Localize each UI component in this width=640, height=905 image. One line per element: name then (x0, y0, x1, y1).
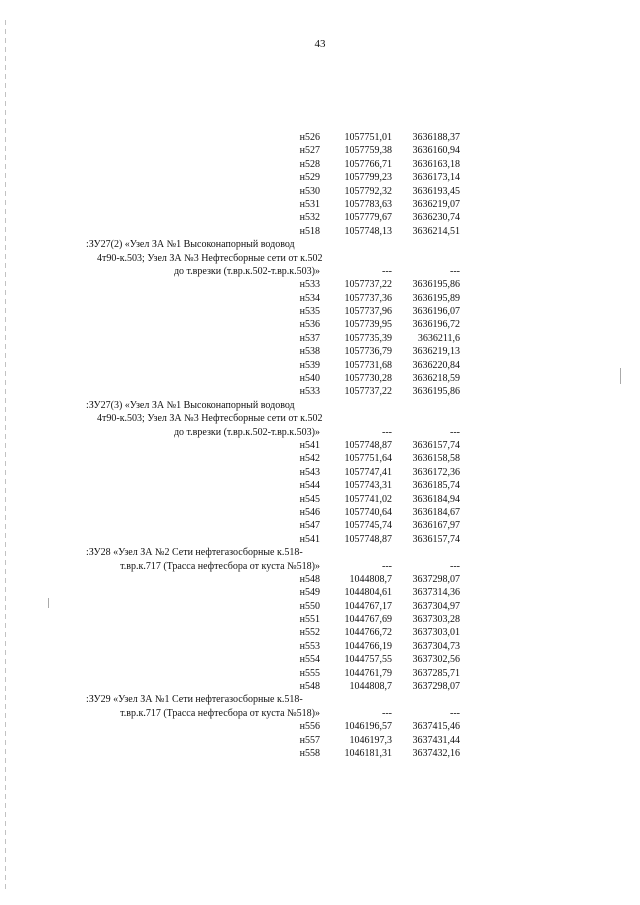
x-dash: --- (382, 426, 392, 438)
y-dash: --- (450, 707, 460, 719)
coordinate-row (40, 439, 460, 452)
coordinate-row (40, 533, 460, 546)
x-dash: --- (382, 707, 392, 719)
section-title-line: 4т90-к.503; Узел ЗА №3 Нефтесборные сети от к.502 (97, 252, 323, 264)
y-coordinate: 3636160,94 (412, 145, 460, 157)
point-id: н543 (299, 466, 320, 478)
point-id: н549 (299, 587, 320, 599)
point-id: н529 (299, 172, 320, 184)
y-coordinate: 3636196,72 (412, 319, 460, 331)
coordinate-row (40, 144, 460, 157)
x-coordinate: 1057741,02 (344, 493, 392, 505)
coordinate-row (40, 613, 460, 626)
x-coordinate: 1057736,79 (344, 346, 392, 358)
x-coordinate: 1046181,31 (344, 747, 392, 759)
y-coordinate: 3636195,89 (412, 292, 460, 304)
y-coordinate: 3636196,07 (412, 306, 460, 318)
y-coordinate: 3637432,16 (412, 747, 460, 759)
point-id: н528 (299, 158, 320, 170)
x-coordinate: 1057743,31 (344, 480, 392, 492)
section-title-line: :ЗУ27(2) «Узел ЗА №1 Высоконапорный водовод (86, 239, 295, 251)
y-coordinate: 3637303,28 (412, 614, 460, 626)
point-id: н526 (299, 132, 320, 143)
section-title-line: :ЗУ28 «Узел ЗА №2 Сети нефтегазосборные к.518- (86, 547, 303, 559)
x-coordinate: 1057731,68 (344, 359, 392, 371)
point-id: н544 (299, 480, 320, 492)
coordinate-row (40, 573, 460, 586)
section-title-text: т.вр.к.717 (Трасса нефтесбора от куста №518)» (120, 707, 320, 719)
section-title-line (40, 265, 460, 278)
coordinate-row (40, 466, 460, 479)
point-id: н536 (299, 319, 320, 331)
point-id: н548 (299, 681, 320, 693)
point-id: н558 (299, 747, 320, 759)
parcel-section (40, 399, 460, 546)
coordinate-row (40, 519, 460, 532)
point-id: н533 (299, 386, 320, 398)
y-coordinate: 3637285,71 (412, 667, 460, 679)
y-coordinate: 3636157,74 (412, 533, 460, 545)
coordinates-table (40, 131, 460, 760)
y-coordinate: 3636184,67 (412, 506, 460, 518)
x-coordinate: 1044767,69 (344, 614, 392, 626)
y-coordinate: 3636230,74 (412, 212, 460, 224)
y-coordinate: 3637298,07 (412, 573, 460, 585)
x-coordinate: 1057737,22 (344, 386, 392, 398)
x-coordinate: 1057747,41 (344, 466, 392, 478)
coordinate-row (40, 720, 460, 733)
x-coordinate: 1044766,72 (344, 627, 392, 639)
point-id: н542 (299, 453, 320, 465)
point-id: н545 (299, 493, 320, 505)
point-id: н518 (299, 225, 320, 237)
x-coordinate: 1057748,13 (344, 225, 392, 237)
point-id: н547 (299, 520, 320, 532)
coordinate-row (40, 680, 460, 693)
coordinate-row (40, 493, 460, 506)
y-dash: --- (450, 560, 460, 572)
coordinate-row (40, 385, 460, 398)
y-coordinate: 3636219,07 (412, 198, 460, 210)
y-coordinate: 3636214,51 (412, 225, 460, 237)
section-title-text: т.вр.к.717 (Трасса нефтесбора от куста №518)» (120, 560, 320, 572)
section-title-line: 4т90-к.503; Узел ЗА №3 Нефтесборные сети от к.502 (97, 413, 323, 425)
coordinate-row (40, 600, 460, 613)
x-dash: --- (382, 560, 392, 572)
y-coordinate: 3636163,18 (412, 158, 460, 170)
coordinate-row (40, 332, 460, 345)
point-id: н554 (299, 654, 320, 666)
point-id: н557 (299, 734, 320, 746)
coordinate-row (40, 667, 460, 680)
y-coordinate: 3637304,97 (412, 600, 460, 612)
x-coordinate: 1057748,87 (344, 439, 392, 451)
section-title-line (40, 426, 460, 439)
x-coordinate: 1057799,23 (344, 172, 392, 184)
y-coordinate: 3636195,86 (412, 279, 460, 291)
x-coordinate: 1057759,38 (344, 145, 392, 157)
coordinate-row (40, 171, 460, 184)
point-id: н546 (299, 506, 320, 518)
x-coordinate: 1057740,64 (344, 506, 392, 518)
coordinate-row (40, 653, 460, 666)
coordinate-row (40, 198, 460, 211)
section-title-line: :ЗУ27(3) «Узел ЗА №1 Высоконапорный водовод (86, 399, 295, 411)
x-coordinate: 1057730,28 (344, 373, 392, 385)
point-id: н541 (299, 439, 320, 451)
coordinate-row (40, 211, 460, 224)
y-coordinate: 3636172,36 (412, 466, 460, 478)
page-number: 43 (314, 38, 326, 50)
x-coordinate: 1057792,32 (344, 185, 392, 197)
y-coordinate: 3636188,37 (412, 132, 460, 143)
x-coordinate: 1044808,7 (349, 573, 392, 585)
coordinate-row (40, 345, 460, 358)
point-id: н539 (299, 359, 320, 371)
section-title-text: до т.врезки (т.вр.к.502-т.вр.к.503)» (173, 426, 320, 438)
point-id: н556 (299, 721, 320, 733)
y-coordinate: 3637304,73 (412, 640, 460, 652)
initial-rows (40, 131, 460, 238)
section-title-line: :ЗУ29 «Узел ЗА №1 Сети нефтегазосборные к.518- (86, 694, 303, 706)
coordinate-row (40, 479, 460, 492)
point-id: н527 (299, 145, 320, 157)
x-coordinate: 1044767,17 (344, 600, 392, 612)
point-id: н541 (299, 533, 320, 545)
y-coordinate: 3637314,36 (412, 587, 460, 599)
coordinate-row (40, 452, 460, 465)
coordinate-row (40, 372, 460, 385)
coordinate-row (40, 734, 460, 747)
x-coordinate: 1057737,22 (344, 279, 392, 291)
coordinate-row (40, 292, 460, 305)
x-coordinate: 1057737,96 (344, 306, 392, 318)
sections (40, 238, 460, 760)
x-coordinate: 1044808,7 (349, 681, 392, 693)
y-coordinate: 3636219,13 (412, 346, 460, 358)
x-coordinate: 1057766,71 (344, 158, 392, 170)
y-coordinate: 3636184,94 (412, 493, 460, 505)
y-coordinate: 3636173,14 (412, 172, 460, 184)
x-coordinate: 1044761,79 (344, 667, 392, 679)
point-id: н531 (299, 198, 320, 210)
coordinate-row (40, 626, 460, 639)
point-id: н538 (299, 346, 320, 358)
point-id: н548 (299, 573, 320, 585)
point-id: н537 (299, 332, 320, 344)
x-coordinate: 1046196,57 (344, 721, 392, 733)
coordinate-row (40, 640, 460, 653)
coordinate-row (40, 278, 460, 291)
x-coordinate: 1057751,64 (344, 453, 392, 465)
x-coordinate: 1057779,67 (344, 212, 392, 224)
x-coordinate: 1044804,61 (344, 587, 392, 599)
x-coordinate: 1057783,63 (344, 198, 392, 210)
x-coordinate: 1057737,36 (344, 292, 392, 304)
parcel-section (40, 238, 460, 399)
y-coordinate: 3637302,56 (412, 654, 460, 666)
coordinate-row (40, 359, 460, 372)
y-coordinate: 3636193,45 (412, 185, 460, 197)
y-coordinate: 3636167,97 (412, 520, 460, 532)
x-dash: --- (382, 265, 392, 277)
x-coordinate: 1057735,39 (344, 332, 392, 344)
parcel-section (40, 693, 460, 760)
point-id: н530 (299, 185, 320, 197)
coordinate-row (40, 305, 460, 318)
coordinate-row (40, 158, 460, 171)
point-id: н551 (299, 614, 320, 626)
y-coordinate: 3636158,58 (412, 453, 460, 465)
point-id: н550 (299, 600, 320, 612)
x-coordinate: 1057748,87 (344, 533, 392, 545)
y-coordinate: 3637415,46 (412, 721, 460, 733)
point-id: н553 (299, 640, 320, 652)
coordinate-row (40, 225, 460, 238)
point-id: н540 (299, 373, 320, 385)
parcel-section (40, 546, 460, 693)
coordinate-row (40, 747, 460, 760)
point-id: н535 (299, 306, 320, 318)
coordinate-row (40, 185, 460, 198)
y-coordinate: 3637431,44 (412, 734, 460, 746)
y-coordinate: 3636157,74 (412, 439, 460, 451)
coordinate-row (40, 506, 460, 519)
y-dash: --- (450, 265, 460, 277)
y-coordinate: 3636211,6 (417, 332, 460, 344)
coordinate-row (40, 131, 460, 144)
scan-edge-artifact (5, 20, 6, 890)
y-coordinate: 3636218,59 (412, 373, 460, 385)
y-coordinate: 3636185,74 (412, 480, 460, 492)
point-id: н532 (299, 212, 320, 224)
coordinate-row (40, 318, 460, 331)
point-id: н534 (299, 292, 320, 304)
scan-speck (620, 368, 621, 384)
y-coordinate: 3637298,07 (412, 681, 460, 693)
x-coordinate: 1046197,3 (349, 734, 392, 746)
y-dash: --- (450, 426, 460, 438)
section-title-line (40, 560, 460, 573)
section-title-line (40, 707, 460, 720)
coordinate-row (40, 586, 460, 599)
x-coordinate: 1057745,74 (344, 520, 392, 532)
y-coordinate: 3637303,01 (412, 627, 460, 639)
x-coordinate: 1057751,01 (344, 132, 392, 143)
point-id: н533 (299, 279, 320, 291)
x-coordinate: 1057739,95 (344, 319, 392, 331)
x-coordinate: 1044757,55 (344, 654, 392, 666)
point-id: н555 (299, 667, 320, 679)
y-coordinate: 3636195,86 (412, 386, 460, 398)
x-coordinate: 1044766,19 (344, 640, 392, 652)
section-title-text: до т.врезки (т.вр.к.502-т.вр.к.503)» (173, 265, 320, 277)
point-id: н552 (299, 627, 320, 639)
y-coordinate: 3636220,84 (412, 359, 460, 371)
